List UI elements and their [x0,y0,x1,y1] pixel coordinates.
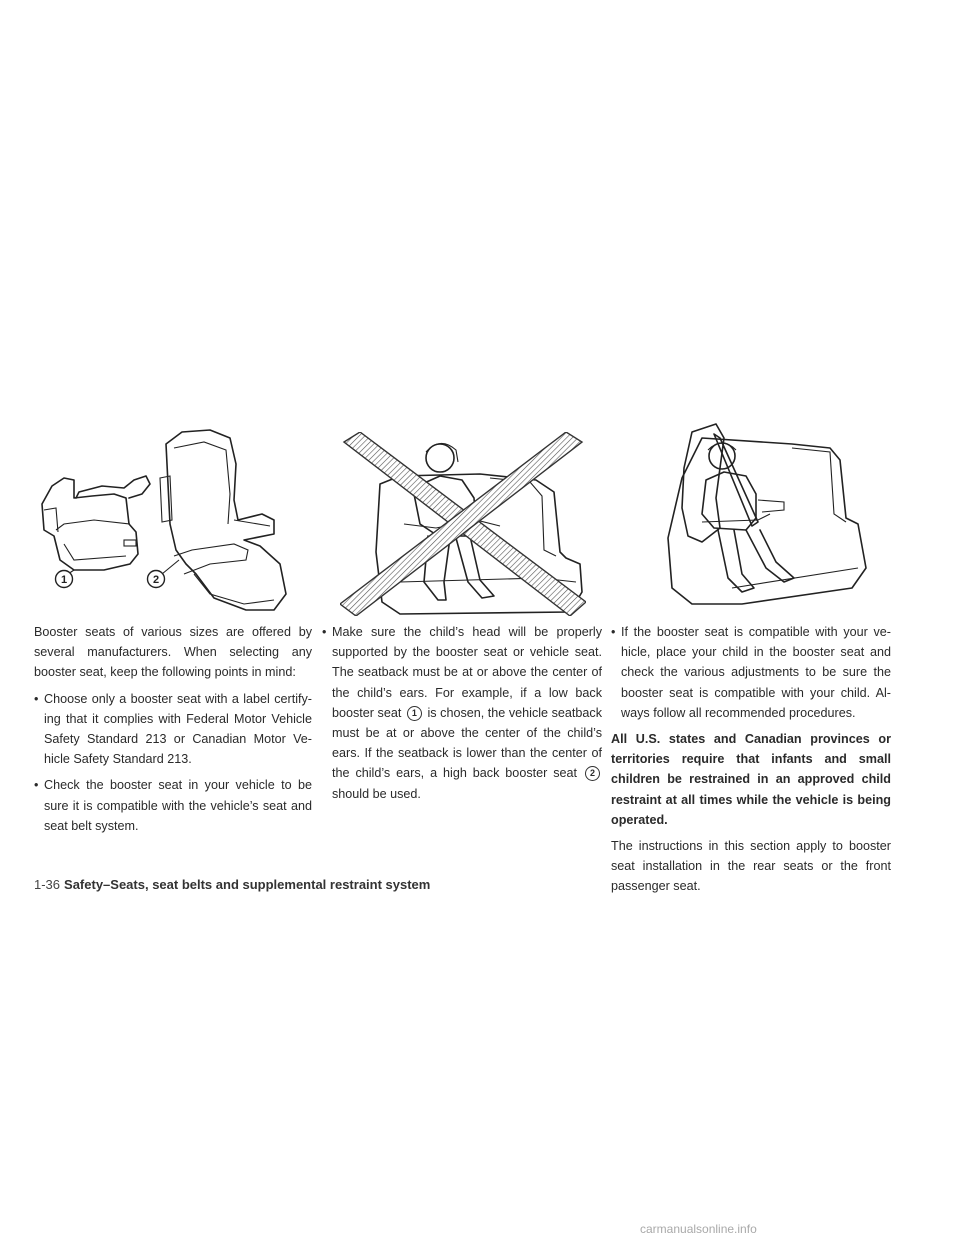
legal-warning: All U.S. states and Canadian provinces or territories require that infants and small children be restrained in an approved child restraint at all times while the vehicle is being operated. [611,732,891,827]
page-number: 1-36 [34,877,61,892]
marker-1: 1 [407,706,422,721]
closing-paragraph: The instructions in this section apply to booster seat installation in the rear seats or the front passenger seat. [611,839,891,894]
head-support-text-2: is chosen, the vehicle seatback must be at or above the center of the child’s ears. If the seatback is lower than the center of the child’s ears, a high back booster seat [332,705,603,781]
bullet-certified-label: • Choose only a booster seat with a label certify-ing that it complies with Federal Motor Vehicle Safety Standard 213 or Canadian Motor Ve-hicle Safety Standard 213. [34,689,312,770]
marker-2: 2 [585,766,600,781]
section-title: Safety–Seats, seat belts and supplemental restraint system [64,877,431,892]
intro-paragraph: Booster seats of various sizes are offered by several manufacturers. When selecting any booster seat, keep the following points in mind: [34,625,312,680]
head-support-text-1: Make sure the child’s head will be properly supported by the booster seat or vehicle seat. The seatback must be at or above the center of the child’s ears. For example, if a low back booster seat [332,625,602,720]
text-column-1 [34,622,312,842]
page-footer [34,877,430,892]
bullet-adjustments: • If the booster seat is compatible with your ve-hicle, place your child in the booster seat and check the various adjustments to be sure the booster seat is compatible with your child. Al-ways follow all recommended procedures. [611,622,891,723]
text-column-2 [322,622,602,810]
text-column-3 [611,622,891,903]
correct-booster-illustration [662,418,870,614]
head-support-text-3: should be used. [332,786,421,801]
booster-seats-illustration [34,424,296,614]
callout-2: 2 [152,574,160,586]
watermark: carmanualsonline.info [640,1222,757,1236]
bullet-check-compatibility: • Check the booster seat in your vehicle to be sure it is compatible with the vehicle’s seat and seat belt system. [34,775,312,836]
bullet-head-support [322,622,602,804]
callout-1: 1 [60,574,68,586]
incorrect-seatback-illustration [340,432,586,616]
